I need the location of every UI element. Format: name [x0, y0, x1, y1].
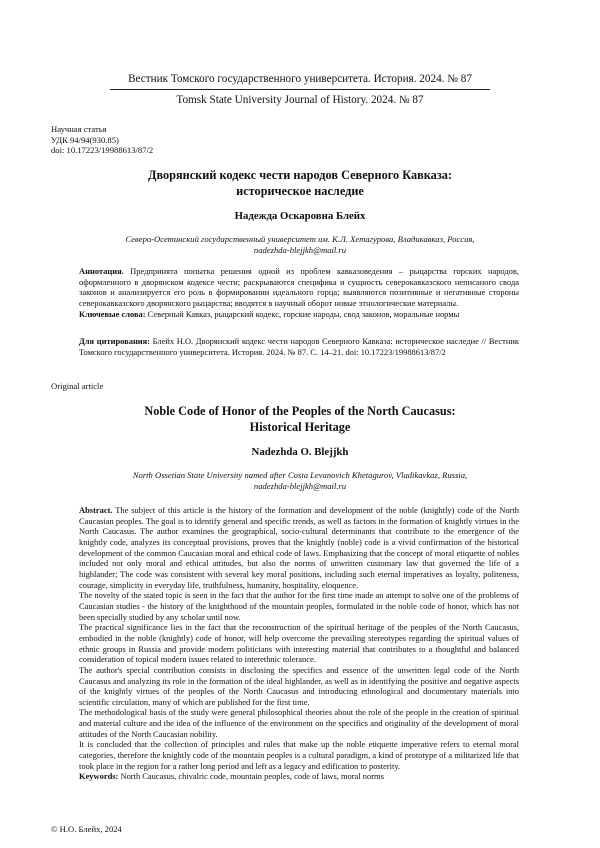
affiliation-ru — [80, 234, 520, 256]
article-type-ru: Научная статья — [51, 124, 107, 134]
citation-ru — [79, 336, 519, 357]
email-ru: nadezhda-blejjkh@mail.ru — [253, 245, 347, 255]
citation-ru-paragraph — [79, 336, 519, 357]
abstract-en-label: Abstract. — [79, 505, 113, 515]
title-en — [60, 404, 540, 435]
title-ru-line2: историческое наследие — [236, 183, 364, 198]
title-en-line2: Historical Heritage — [249, 419, 351, 434]
abstract-ru-text: Предпринята попытка решения одной из проблем кавказоведения – рыцарства горских народов, оформленного в дворянском кодексе чести; раскрываются специфика и сущность северокавказского неписаного свода законов и анализируется его роль в формировании идеального горца; выявляются позитивные и негативные стороны северокавказского дворянского рыцарства; вводятся в научный оборот новые этнологические материалы. — [79, 266, 519, 308]
abstract-en-paragraph-2: The novelty of the stated topic is seen in the fact that the author for the first time made an attempt to solve one of the problems of Caucasian studies - the history of the knighthood of the mountain peoples, formulated in the noble code of honor, which has not been specially studied by any scholar until now. — [79, 590, 519, 622]
email-en: nadezhda-blejjkh@mail.ru — [253, 481, 347, 491]
title-ru-line1: Дворянский кодекс чести народов Северного Кавказа: — [147, 168, 453, 182]
abstract-en-paragraph-3: The practical significance lies in the fact that the reconstruction of the spiritual heritage of the peoples of the North Caucasus, embodied in the noble (knightly) code of honor, will help overcome the prevailing stereotypes regarding the spiritual values of ethnic groups in Russia and provide modern politicians with interesting material that contributes to a thoughtful and balanced consideration of topical modern issues related to interethnic tolerance. — [79, 622, 519, 665]
article-meta — [51, 124, 153, 156]
affiliation-en — [80, 470, 520, 492]
title-ru — [60, 168, 540, 199]
keywords-ru-label: Ключевые слова: — [79, 308, 146, 319]
keywords-en-label: Keywords: — [79, 771, 119, 782]
affiliation-en-line1: North Ossetian State University named after Costa Levanovich Khetagurov, Vladikavkaz, Russia, — [132, 470, 468, 480]
journal-title-ru: Вестник Томского государственного университета. История. 2024. № 87 — [110, 72, 490, 90]
journal-title-en: Tomsk State University Journal of History. 2024. № 87 — [176, 94, 424, 106]
udk-code: УДК 94/94(930.85) — [51, 134, 119, 145]
abstract-en-paragraph-4: The author's special contribution consists in disclosing the specifics and essence of the unwritten legal code of the North Caucasus and analyzing its role in the formation of the ideal highlander, as well as in identifying the positive and negative aspects of the knightly virtues of the peoples of the North Caucasus and introducing ethnological and documentary materials into scientific circulation, many of which are published for the first time. — [79, 664, 519, 707]
copyright-notice: © Н.О. Блейх, 2024 — [51, 824, 122, 834]
journal-header — [110, 72, 490, 107]
article-type-en: Original article — [51, 381, 104, 391]
keywords-en — [79, 771, 519, 782]
keywords-ru-text: Северный Кавказ, рыцарский кодекс, горские народы, свод законов, моральные нормы — [145, 308, 460, 319]
abstract-en-paragraph-6: It is concluded that the collection of principles and rules that make up the noble etiquette imperative refers to eternal moral categories, therefore the knightly code of the mountain peoples is a cultural paradigm, a kind of prototype of a militarized life that took place in the region for a rather long period and left as a legacy and edification to posterity. — [79, 739, 519, 771]
abstract-ru-paragraph — [79, 266, 519, 309]
abstract-en-text-1: The subject of this article is the history of the formation and development of the noble (knightly) code of the North Caucasian peoples. The goal is to identify general and specific trends, as well as factors in the formation of knightly virtues in the North Caucasus. The author examines the geographical, socio-cultural determinants that contribute to the emergence of the knightly code, analyzes its conceptual provisions, proves that the knightly (noble) code is a vivid confirmation of the historical development of the common Caucasian moral and ethical code of laws. Emphasizing that the concept of moral etiquette of nobles included not only moral and ethical attitudes, but also the norms of unwritten customary law that governed the life of a highlander; The code was consistent with several key moral positions, including such eternal imperatives as loyalty, politeness, courage, simplicity in everyday life, truthfulness, humanity, hospitality, eloquence. — [79, 505, 519, 590]
author-ru: Надежда Оскаровна Блейх — [234, 210, 366, 222]
abstract-ru — [79, 266, 519, 319]
keywords-ru — [79, 309, 519, 320]
abstract-en — [79, 505, 519, 782]
citation-ru-text: Блейх Н.О. Дворянский кодекс чести народов Северного Кавказа: историческое наследие // Вестник Томского государственного университета. История. 2024. № 87. С. 14–21. doi: 10.17223/19988613/87/2 — [79, 336, 519, 357]
title-en-line1: Noble Code of Honor of the Peoples of the North Caucasus: — [144, 404, 456, 418]
abstract-en-paragraph-5: The methodological basis of the study were general philosophical theories about the role of the people in the creation of spiritual and material culture and the idea of the influence of the environment on the specifics and originality of the development of moral attitudes of the North Caucasian nobility. — [79, 707, 519, 739]
author-en: Nadezhda O. Blejjkh — [251, 446, 349, 458]
keywords-en-text: North Caucasus, chivalric code, mountain peoples, code of laws, moral norms — [118, 771, 384, 782]
doi-ru: doi: 10.17223/19988613/87/2 — [51, 145, 154, 156]
abstract-en-paragraph-1 — [79, 505, 519, 590]
citation-ru-label: Для цитирования: — [79, 336, 151, 346]
abstract-ru-label: Аннотация. — [79, 266, 124, 276]
affiliation-ru-line1: Северо-Осетинский государственный университет им. К.Л. Хетагурова, Владикавказ, Россия, — [125, 234, 475, 244]
